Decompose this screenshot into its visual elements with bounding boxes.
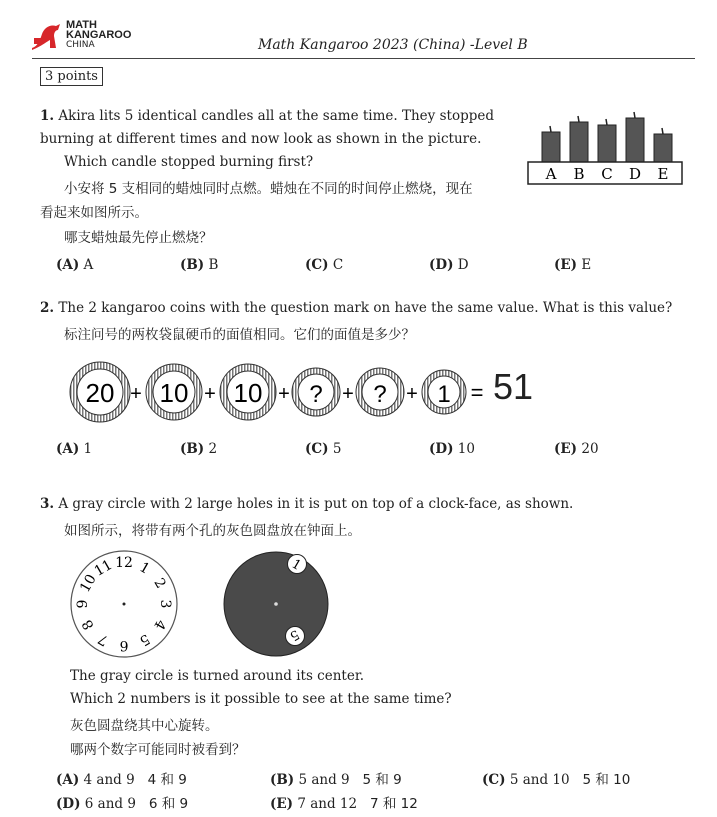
svg-text:1: 1 bbox=[437, 381, 451, 408]
q3-number: 3. bbox=[40, 496, 55, 512]
q3-text-line1: A gray circle with 2 large holes in it is put on top of a clock-face, as shown. bbox=[58, 496, 574, 512]
q1-line1 bbox=[40, 108, 494, 124]
points-label: 3 points bbox=[40, 67, 103, 86]
logo-line1: MATH bbox=[66, 19, 97, 31]
coins-equation bbox=[64, 360, 494, 424]
q2-number: 2. bbox=[40, 300, 55, 316]
clock-number-8: 8 bbox=[79, 616, 98, 633]
plus-sign: + bbox=[342, 383, 354, 405]
q1-text-line1: Akira lits 5 identical candles all at the same time. They stopped bbox=[58, 108, 494, 124]
clock-number-6: 6 bbox=[119, 637, 129, 653]
svg-text:1: 1 bbox=[288, 556, 304, 574]
q2-option-a[interactable]: (A) 1 bbox=[56, 441, 93, 457]
clock-number-11: 11 bbox=[91, 557, 116, 580]
coin-question-a bbox=[292, 368, 340, 416]
candle-label-a: A bbox=[545, 165, 557, 183]
q3-cn-line3: 哪两个数字可能同时被看到？ bbox=[70, 742, 246, 758]
svg-text:10: 10 bbox=[233, 378, 263, 408]
plus-sign: + bbox=[130, 383, 142, 405]
q1-option-e[interactable]: (E) E bbox=[554, 257, 592, 273]
q2-line1 bbox=[40, 300, 672, 316]
header-divider bbox=[32, 58, 695, 59]
q1-cn-line3: 哪支蜡烛最先停止燃烧？ bbox=[64, 230, 213, 246]
clock-number-10: 10 bbox=[77, 571, 100, 596]
plus-sign: + bbox=[204, 383, 216, 405]
q1-option-c[interactable]: (C) C bbox=[305, 257, 344, 273]
coin-1 bbox=[422, 370, 466, 414]
clock-number-5: 5 bbox=[136, 630, 153, 649]
coin-question-b bbox=[356, 368, 404, 416]
candle-e bbox=[654, 128, 672, 162]
logo-line3: CHINA bbox=[66, 40, 95, 50]
q3-option-a[interactable]: (A) 4 and 9 4 和 9 bbox=[56, 772, 187, 788]
clock-face bbox=[68, 548, 180, 660]
q3-option-e[interactable]: (E) 7 and 12 7 和 12 bbox=[270, 796, 418, 812]
coin-total: 51 bbox=[493, 366, 534, 407]
coin-20 bbox=[70, 362, 130, 422]
q2-option-d[interactable]: (D) 10 bbox=[429, 441, 475, 457]
q3-option-d[interactable]: (D) 6 and 9 6 和 9 bbox=[56, 796, 189, 812]
candles-figure bbox=[526, 104, 686, 188]
svg-text:10: 10 bbox=[159, 378, 189, 408]
candle-d bbox=[626, 112, 644, 162]
disk-hole-1 bbox=[288, 555, 307, 574]
gray-disk bbox=[221, 549, 331, 659]
candle-c bbox=[598, 119, 616, 162]
q1-cn-line2: 看起来如图所示。 bbox=[40, 205, 148, 221]
q1-text-line2: burning at different times and now look as shown in the picture. bbox=[40, 131, 482, 147]
clock-number-9: 9 bbox=[75, 599, 91, 609]
q1-cn-line1: 小安将 5 支相同的蜡烛同时点燃。蜡烛在不同的时间停止燃烧，现在 bbox=[64, 181, 473, 197]
q2-option-e[interactable]: (E) 20 bbox=[554, 441, 599, 457]
clock-number-1: 1 bbox=[136, 559, 153, 578]
q1-text-line3: Which candle stopped burning first? bbox=[64, 154, 314, 170]
q3-option-c[interactable]: (C) 5 and 10 5 和 10 bbox=[482, 772, 631, 788]
q3-text-line3: Which 2 numbers is it possible to see at the same time? bbox=[70, 691, 452, 707]
q1-option-d[interactable]: (D) D bbox=[429, 257, 469, 273]
logo-line2: KANGAROO bbox=[66, 29, 132, 41]
page-title: Math Kangaroo 2023 (China) -Level B bbox=[258, 37, 528, 53]
plus-sign: + bbox=[406, 383, 418, 405]
svg-text:5: 5 bbox=[286, 626, 302, 644]
svg-text:?: ? bbox=[309, 381, 323, 408]
clock-number-4: 4 bbox=[150, 616, 169, 633]
q2-text-line1: The 2 kangaroo coins with the question mark on have the same value. What is this value? bbox=[58, 300, 673, 316]
coin-10-a bbox=[146, 364, 202, 420]
clock-number-3: 3 bbox=[157, 599, 173, 609]
q3-cn-line2: 灰色圆盘绕其中心旋转。 bbox=[70, 718, 219, 734]
q3-line1 bbox=[40, 496, 573, 512]
clock-number-2: 2 bbox=[150, 575, 169, 592]
plus-sign: + bbox=[278, 383, 290, 405]
candle-label-c: C bbox=[601, 165, 613, 183]
q2-cn-line1: 标注问号的两枚袋鼠硬币的面值相同。它们的面值是多少？ bbox=[64, 327, 415, 343]
svg-text:?: ? bbox=[373, 381, 387, 408]
clock-number-12: 12 bbox=[115, 555, 133, 571]
q3-cn-line1: 如图所示，将带有两个孔的灰色圆盘放在钟面上。 bbox=[64, 523, 361, 539]
candle-label-e: E bbox=[657, 165, 669, 183]
disk-hole-5 bbox=[286, 626, 305, 645]
svg-text:20: 20 bbox=[85, 378, 115, 408]
q2-option-b[interactable]: (B) 2 bbox=[180, 441, 218, 457]
equals-sign: = bbox=[470, 380, 484, 405]
q1-option-a[interactable]: (A) A bbox=[56, 257, 94, 273]
candle-label-d: D bbox=[628, 165, 642, 183]
q1-number: 1. bbox=[40, 108, 55, 124]
q3-text-line2: The gray circle is turned around its center. bbox=[70, 668, 365, 684]
q2-option-c[interactable]: (C) 5 bbox=[305, 441, 342, 457]
clock-number-7: 7 bbox=[95, 630, 112, 649]
candle-label-b: B bbox=[573, 165, 585, 183]
candle-a bbox=[542, 126, 560, 162]
logo-wordmark bbox=[66, 20, 131, 50]
q3-option-b[interactable]: (B) 5 and 9 5 和 9 bbox=[270, 772, 402, 788]
coin-10-b bbox=[220, 364, 276, 420]
candle-b bbox=[570, 116, 588, 162]
q1-option-b[interactable]: (B) B bbox=[180, 257, 219, 273]
kangaroo-logo-icon bbox=[30, 22, 62, 52]
